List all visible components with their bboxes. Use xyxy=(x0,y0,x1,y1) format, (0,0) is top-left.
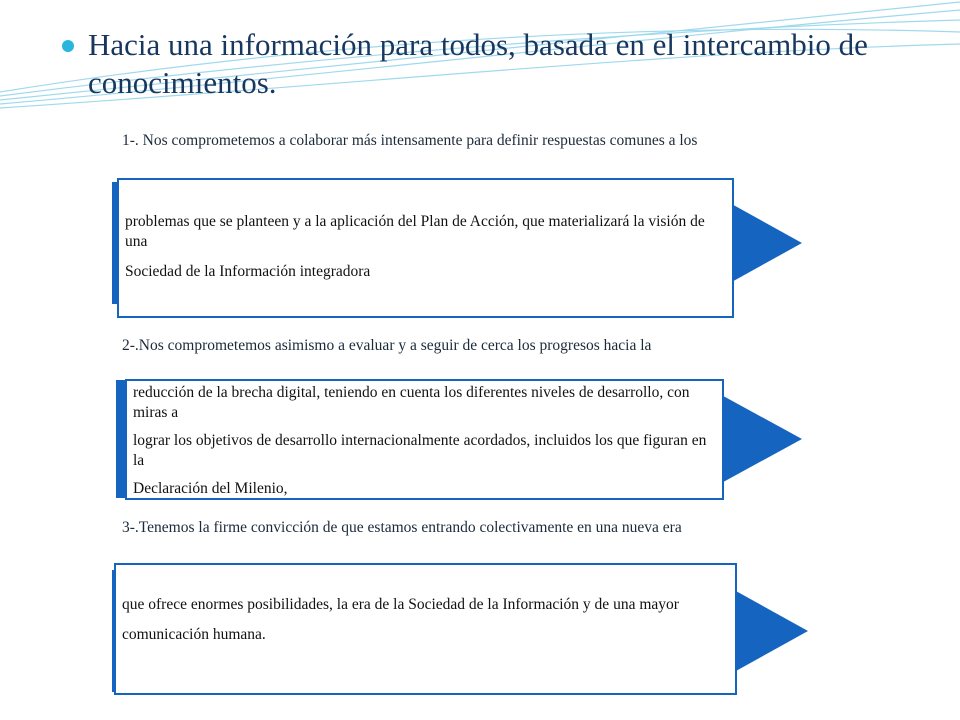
section-3-line-2: comunicación humana. xyxy=(122,626,266,643)
section-2-line-2: lograr los objetivos de desarrollo internacionalmente acordados, incluidos los que figuran en la xyxy=(133,432,707,469)
section-1-box xyxy=(117,178,734,318)
section-2-intro: 2-.Nos comprometemos asimismo a evaluar y a seguir de cerca los progresos hacia la xyxy=(122,337,652,354)
bullet-icon xyxy=(62,40,74,52)
title-block xyxy=(62,26,882,102)
section-1-intro: 1-. Nos comprometemos a colaborar más intensamente para definir respuestas comunes a los xyxy=(122,132,698,149)
slide-title: Hacia una información para todos, basada en el intercambio de conocimientos. xyxy=(88,27,868,100)
section-2-line-3: Declaración del Milenio, xyxy=(133,480,288,497)
section-1-line-1: problemas que se planteen y a la aplicación del Plan de Acción, que materializará la visión de una xyxy=(125,213,705,250)
section-3-intro: 3-.Tenemos la firme convicción de que estamos entrando colectivamente en una nueva era xyxy=(122,519,682,536)
section-3-box xyxy=(114,563,737,695)
section-3-line-1: que ofrece enormes posibilidades, la era de la Sociedad de la Información y de una mayor xyxy=(122,596,679,613)
section-1-line-2: Sociedad de la Información integradora xyxy=(125,263,371,280)
section-2-box xyxy=(125,379,724,500)
section-2-line-1: reducción de la brecha digital, teniendo en cuenta los diferentes niveles de desarrollo, con miras a xyxy=(133,384,690,421)
